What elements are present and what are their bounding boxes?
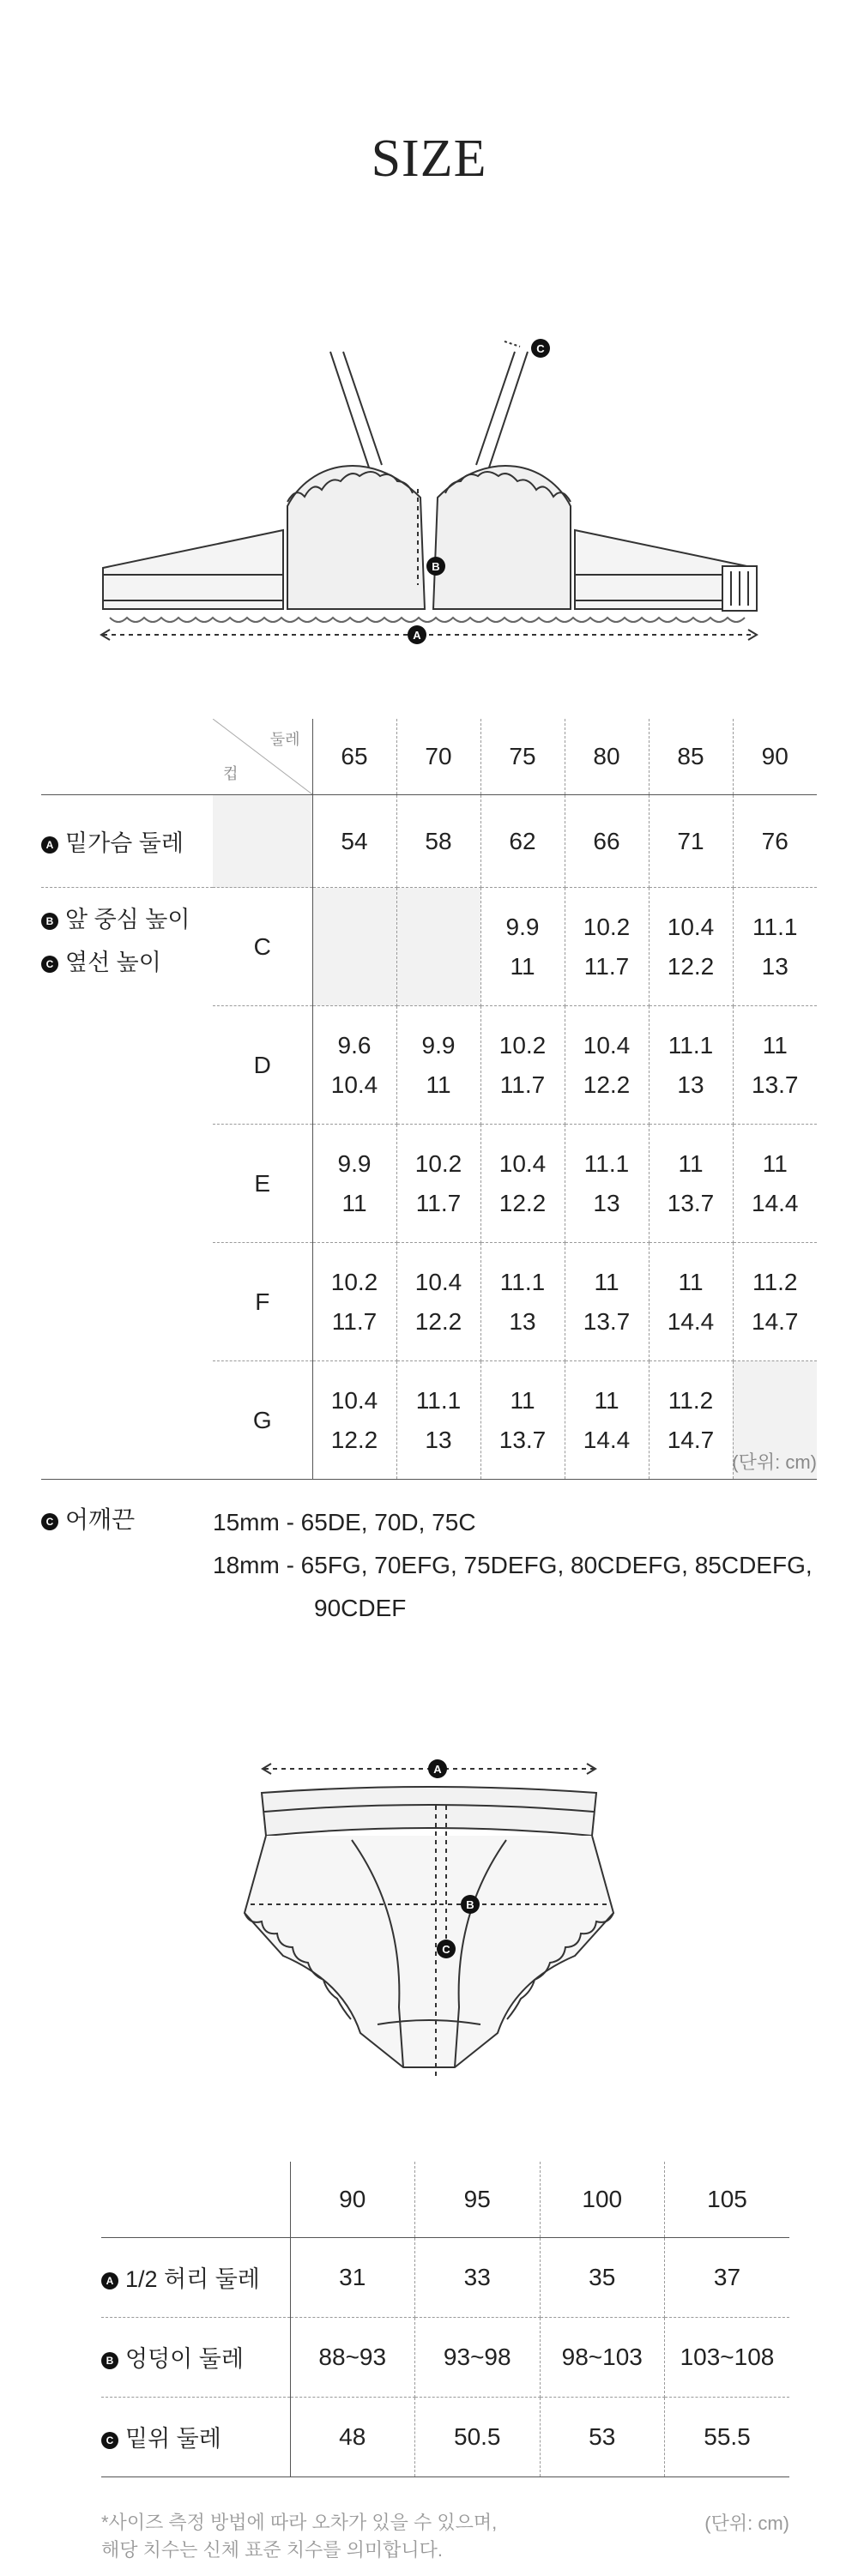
table-cell: 11 13.7 [733,1006,817,1125]
waist-label: A 1/2 허리 둘레 [101,2237,290,2317]
cup-label: E [213,1125,312,1243]
cup-label: F [213,1243,312,1361]
table-cell: 9.9 11 [312,1125,396,1243]
table-cell: 62 [480,795,565,888]
front-center-height-label: B 앞 중심 높이 [41,898,213,941]
table-cell: 58 [396,795,480,888]
table-cell: 9.9 11 [396,1006,480,1125]
table-header-row [41,719,817,795]
bra-size-table [41,719,817,1480]
band-header: 90 [733,719,817,795]
table-cell: 35 [540,2237,665,2317]
table-cell: 11.1 13 [480,1243,565,1361]
bra-unit-label: (단위: cm) [732,1451,817,1473]
svg-text:C: C [536,342,545,355]
marker-b-icon: B [101,2352,118,2369]
side-height-label: C 옆선 높이 [41,941,213,984]
marker-c-icon: C [41,956,58,973]
table-row-rise [101,2397,789,2476]
bra-diagram [0,317,858,661]
size-header: 100 [540,2162,665,2237]
strap-line: 15mm - 65DE, 70D, 75C [213,1509,476,1535]
table-cell: 71 [649,795,733,888]
hip-label: B 엉덩이 둘레 [101,2317,290,2397]
table-cell: 10.2 11.7 [480,1006,565,1125]
table-cell: 37 [665,2237,790,2317]
table-cell: 9.9 11 [480,888,565,1006]
table-cell: 9.6 10.4 [312,1006,396,1125]
marker-a-icon [408,625,426,644]
panty-size-table [101,2162,789,2477]
table-cell: 11.2 14.7 [733,1243,817,1361]
table-cell: 98~103 [540,2317,665,2397]
table-cell: 11.2 14.7 [649,1361,733,1480]
measurement-note: *사이즈 측정 방법에 따라 오차가 있을 수 있으며, 해당 치수는 신체 표준 치수를 의미합니다. [101,2512,498,2561]
marker-a-icon: A [101,2272,118,2289]
size-header: 90 [290,2162,415,2237]
table-row-waist [101,2237,789,2317]
svg-text:A: A [433,1763,442,1776]
table-cell: 48 [290,2397,415,2476]
size-header: 105 [665,2162,790,2237]
table-cell: 10.2 11.7 [565,888,649,1006]
table-cell: 10.4 12.2 [480,1125,565,1243]
table-cell: 10.2 11.7 [312,1243,396,1361]
panty-diagram [0,1724,858,2102]
marker-b-icon [426,557,445,576]
marker-c-icon [531,339,550,358]
table-cell: 55.5 [665,2397,790,2476]
rise-label: C 밑위 둘레 [101,2397,290,2476]
table-cell: 93~98 [415,2317,541,2397]
panty-unit-label: (단위: cm) [704,2513,789,2534]
marker-a-icon [428,1759,447,1778]
svg-text:C: C [442,1943,450,1956]
table-corner [213,719,312,795]
page-title: SIZE [371,130,487,188]
cup-label: G [213,1361,312,1480]
table-cell: 11 13.7 [565,1243,649,1361]
table-cell: 10.4 12.2 [312,1361,396,1480]
marker-c-icon [437,1940,456,1958]
table-cell: 11 13.7 [649,1125,733,1243]
marker-b-icon [461,1895,480,1914]
table-cell: 11.1 13 [649,1006,733,1125]
table-cell: 31 [290,2237,415,2317]
corner-band-label: 둘레 [269,731,300,748]
table-cell: 11 14.4 [649,1243,733,1361]
corner-cup-label: 컵 [223,765,239,782]
table-cell: 10.4 12.2 [396,1243,480,1361]
table-cell: 88~93 [290,2317,415,2397]
table-row-hip [101,2317,789,2397]
strap-line: 18mm - 65FG, 70EFG, 75DEFG, 80CDEFG, 85CDEFG, [213,1552,813,1578]
band-header: 85 [649,719,733,795]
strap-line: 90CDEF [314,1595,407,1621]
table-cell: 11 14.4 [733,1125,817,1243]
panty-illustration [0,1724,858,2102]
height-labels [41,888,213,1480]
underbust-label: A 밑가슴 둘레 [41,795,213,888]
table-cell: 11.1 13 [565,1125,649,1243]
size-header: 95 [415,2162,541,2237]
table-cell-empty [396,888,480,1006]
band-header: 65 [312,719,396,795]
band-header: 70 [396,719,480,795]
table-cell: 76 [733,795,817,888]
cup-label: D [213,1006,312,1125]
table-cell: 10.4 12.2 [649,888,733,1006]
cup-label: C [213,888,312,1006]
table-cell: 103~108 [665,2317,790,2397]
band-header: 80 [565,719,649,795]
table-cell: 10.4 12.2 [565,1006,649,1125]
strap-sizes [213,1501,848,1630]
band-header: 75 [480,719,565,795]
bra-illustration [0,317,858,661]
marker-c-icon: C [101,2432,118,2449]
marker-a-icon: A [41,836,58,854]
marker-b-icon: B [41,913,58,930]
marker-c-icon: C [41,1513,58,1530]
table-row-cup-c [41,888,817,1006]
table-cell: 53 [540,2397,665,2476]
table-cell: 66 [565,795,649,888]
table-cell: 11 13.7 [480,1361,565,1480]
table-header-row [101,2162,789,2237]
table-row-underbust [41,795,817,888]
svg-text:B: B [466,1898,474,1911]
table-cell: 33 [415,2237,541,2317]
table-cell: 10.2 11.7 [396,1125,480,1243]
table-cell-empty [312,888,396,1006]
svg-text:A: A [413,629,421,642]
strap-label: C 어깨끈 [41,1501,135,1535]
table-cell: 11 14.4 [565,1361,649,1480]
table-cell: 50.5 [415,2397,541,2476]
table-cell: 11.1 13 [396,1361,480,1480]
table-cell: 54 [312,795,396,888]
svg-text:B: B [432,560,440,573]
table-cell: 11.1 13 [733,888,817,1006]
